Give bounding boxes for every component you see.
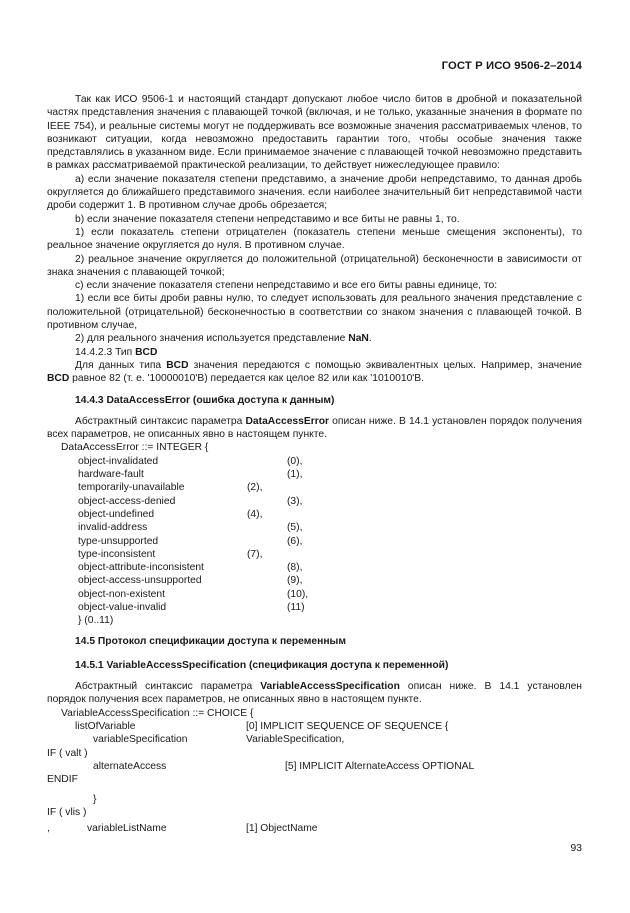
enum-item-name: object-access-unsupported	[78, 575, 202, 587]
rule-c-2-text: 2) для реального значения используется представление	[75, 333, 349, 345]
code-dae-tail: } (0..11)	[78, 615, 114, 627]
rule-c-1: 1) если все биты дроби равны нулю, то следует использовать для реального значения представление с положительной (отрицательной) бесконечностью в соответствии со знаком значения с плавающей точкой. В противном случае,	[47, 293, 582, 332]
code-enum-item	[47, 574, 582, 587]
enum-item-name: invalid-address	[78, 522, 148, 534]
code-line	[47, 707, 582, 720]
code-line	[47, 822, 582, 835]
code-vas-l1: VariableAccessSpecification ::= CHOICE {	[61, 707, 254, 719]
rule-c: с) если значение показателя степени непредставимо и все его биты равны единице, то:	[75, 280, 498, 292]
vas-text-a: Абстрактный синтаксис параметра	[75, 681, 261, 693]
code-vas-l5a: alternateAccess	[93, 760, 167, 772]
code-vas-l7: }	[93, 793, 97, 805]
code-vas-l2a: listOfVariable	[75, 721, 136, 733]
enum-item-value: (10),	[287, 588, 309, 600]
bcd-text-a: Для данных типа	[75, 359, 167, 371]
enum-item-value: (5),	[287, 522, 303, 534]
code-enum-item	[47, 521, 582, 534]
enum-item-name: type-unsupported	[78, 535, 159, 547]
code-enum-item	[47, 601, 582, 614]
dae-text-a: Абстрактный синтаксис параметра	[75, 415, 246, 427]
enum-item-value: (11)	[287, 601, 305, 613]
enum-item-value: (1),	[287, 469, 303, 481]
subclause-bcd-title	[47, 346, 582, 359]
code-enum-item	[47, 495, 582, 508]
document-body	[47, 93, 582, 835]
bcd-term-1: BCD	[166, 359, 189, 371]
enum-item-name: object-attribute-inconsistent	[78, 562, 204, 574]
code-vas-l3a: variableSpecification	[93, 734, 188, 746]
bcd-text-e: равное 82 (т. е. '10000010'B) передается как целое 82 или как '1010010'B.	[69, 373, 425, 385]
subclause-bcd-number: 14.4.2.3 Тип	[75, 346, 136, 358]
enum-item-name: temporarily-unavailable	[78, 482, 185, 494]
code-enum-item	[47, 508, 582, 521]
vas-term: VariableAccessSpecification	[260, 681, 400, 693]
paragraph-intro: Так как ИСО 9506-1 и настоящий стандарт допускают любое число битов в дробной и показательной частях представления значения с плавающей точкой (включая, и не только, указанные значения в формате по IEEE 754), и реальные системы могут не поддерживать все возможные значения рассматриваемых членов, то возникают ситуации, когда невозможно предоставить гарантии того, чтобы особые значения также представлялись в указанном виде. Если принимаемое значение с плавающей точкой невозможно представить в рамках рассматриваемой практической реализации, то действует нижеследующее правило:	[47, 94, 582, 172]
bcd-term-2: BCD	[47, 373, 70, 385]
enum-item-name: object-access-denied	[78, 495, 176, 507]
code-line	[47, 760, 582, 773]
vas-paragraph	[47, 680, 582, 707]
code-enum-item	[47, 468, 582, 481]
code-vas-l6: ENDIF	[47, 774, 78, 786]
code-enum-item	[47, 481, 582, 494]
dae-text-c: описан ниже. В 14.1 установлен порядок получения всех параметров, не описанных явно в настоящем пункте.	[47, 415, 582, 441]
code-enum-item	[47, 548, 582, 561]
code-vas-l9a: ,	[47, 823, 50, 835]
enum-item-name: type-inconsistent	[78, 548, 156, 560]
enum-item-value: (6),	[287, 535, 303, 547]
section-heading-14-5-1: 14.5.1 VariableAccessSpecification (спецификация доступа к переменной)	[75, 659, 449, 671]
dae-term: DataAccessError	[245, 415, 330, 427]
section-heading-14-4-3: 14.4.3 DataAccessError (ошибка доступа к данным)	[75, 394, 335, 406]
code-line	[47, 747, 582, 760]
enum-item-name: object-non-existent	[78, 588, 166, 600]
code-vas-l5b: [5] IMPLICIT AlternateAccess OPTIONAL	[285, 760, 475, 772]
bcd-paragraph	[47, 359, 582, 386]
code-line	[47, 793, 582, 806]
enum-item-name: hardware-fault	[78, 469, 144, 481]
enum-item-value: (7),	[247, 548, 263, 560]
rule-a: а) если значение показателя степени представимо, а значение дроби непредставимо, то данная дробь округляется до ближайшего представимого значения. если наиболее значительный бит непредставимой части дроби содержит 1. В противном случае дробь обрезается;	[47, 173, 582, 212]
rule-c-2	[47, 332, 582, 345]
page-number: 93	[570, 843, 582, 854]
code-vas-l9c: [1] ObjectName	[246, 823, 318, 835]
rule-b-2: 2) реальное значение округляется до положительной (отрицательной) бесконечности в зависимости от знака значения с плавающей точкой;	[47, 253, 582, 278]
dataaccesserror-paragraph	[47, 415, 582, 442]
enum-item-value: (8),	[287, 562, 303, 574]
code-vas-l9b: variableListName	[87, 823, 167, 835]
enum-item-value: (3),	[287, 495, 303, 507]
code-dae-items	[47, 455, 582, 615]
bcd-text-c: значения передаются с помощью эквивалентных целых. Например, значение	[188, 359, 582, 371]
code-line	[47, 806, 582, 819]
enum-item-value: (0),	[287, 455, 303, 467]
nan-term: NaN	[348, 333, 369, 345]
code-dae-head: DataAccessError ::= INTEGER {	[61, 442, 209, 454]
code-line	[47, 720, 582, 733]
bcd-term: BCD	[135, 346, 158, 358]
enum-item-value: (2),	[247, 482, 263, 494]
enum-item-value: (9),	[287, 575, 303, 587]
rule-b: b) если значение показателя степени непредставимо и все биты не равны 1, то.	[75, 213, 460, 225]
rule-c-2-end: .	[368, 333, 372, 345]
section-heading-14-5: 14.5 Протокол спецификации доступа к переменным	[75, 635, 346, 647]
enum-item-name: object-undefined	[78, 508, 155, 520]
vas-text-c: описан ниже. В 14.1 установлен порядок получения всех параметров, не описанных явно в настоящем пункте.	[47, 681, 582, 706]
code-line	[47, 441, 582, 454]
rule-b-1: 1) если показатель степени отрицателен (показатель степени меньше смещения экспоненты), то реальное значение округляется до нуля. В противном случае.	[47, 226, 582, 252]
code-vas-l3b: VariableSpecification,	[246, 734, 345, 746]
code-line	[47, 733, 582, 746]
code-line	[47, 773, 582, 786]
code-enum-item	[47, 535, 582, 548]
code-line	[47, 614, 582, 627]
code-enum-item	[47, 561, 582, 574]
enum-item-value: (4),	[247, 508, 263, 520]
code-vas-l8: IF ( vlis )	[47, 806, 87, 818]
code-enum-item	[47, 588, 582, 601]
enum-item-name: object-invalidated	[78, 455, 159, 467]
code-enum-item	[47, 455, 582, 468]
enum-item-name: object-value-invalid	[78, 601, 167, 613]
code-vas-l2b: [0] IMPLICIT SEQUENCE OF SEQUENCE {	[246, 721, 449, 733]
document-header: ГОСТ Р ИСО 9506-2–2014	[441, 60, 582, 72]
code-vas-l4: IF ( valt )	[47, 747, 88, 759]
